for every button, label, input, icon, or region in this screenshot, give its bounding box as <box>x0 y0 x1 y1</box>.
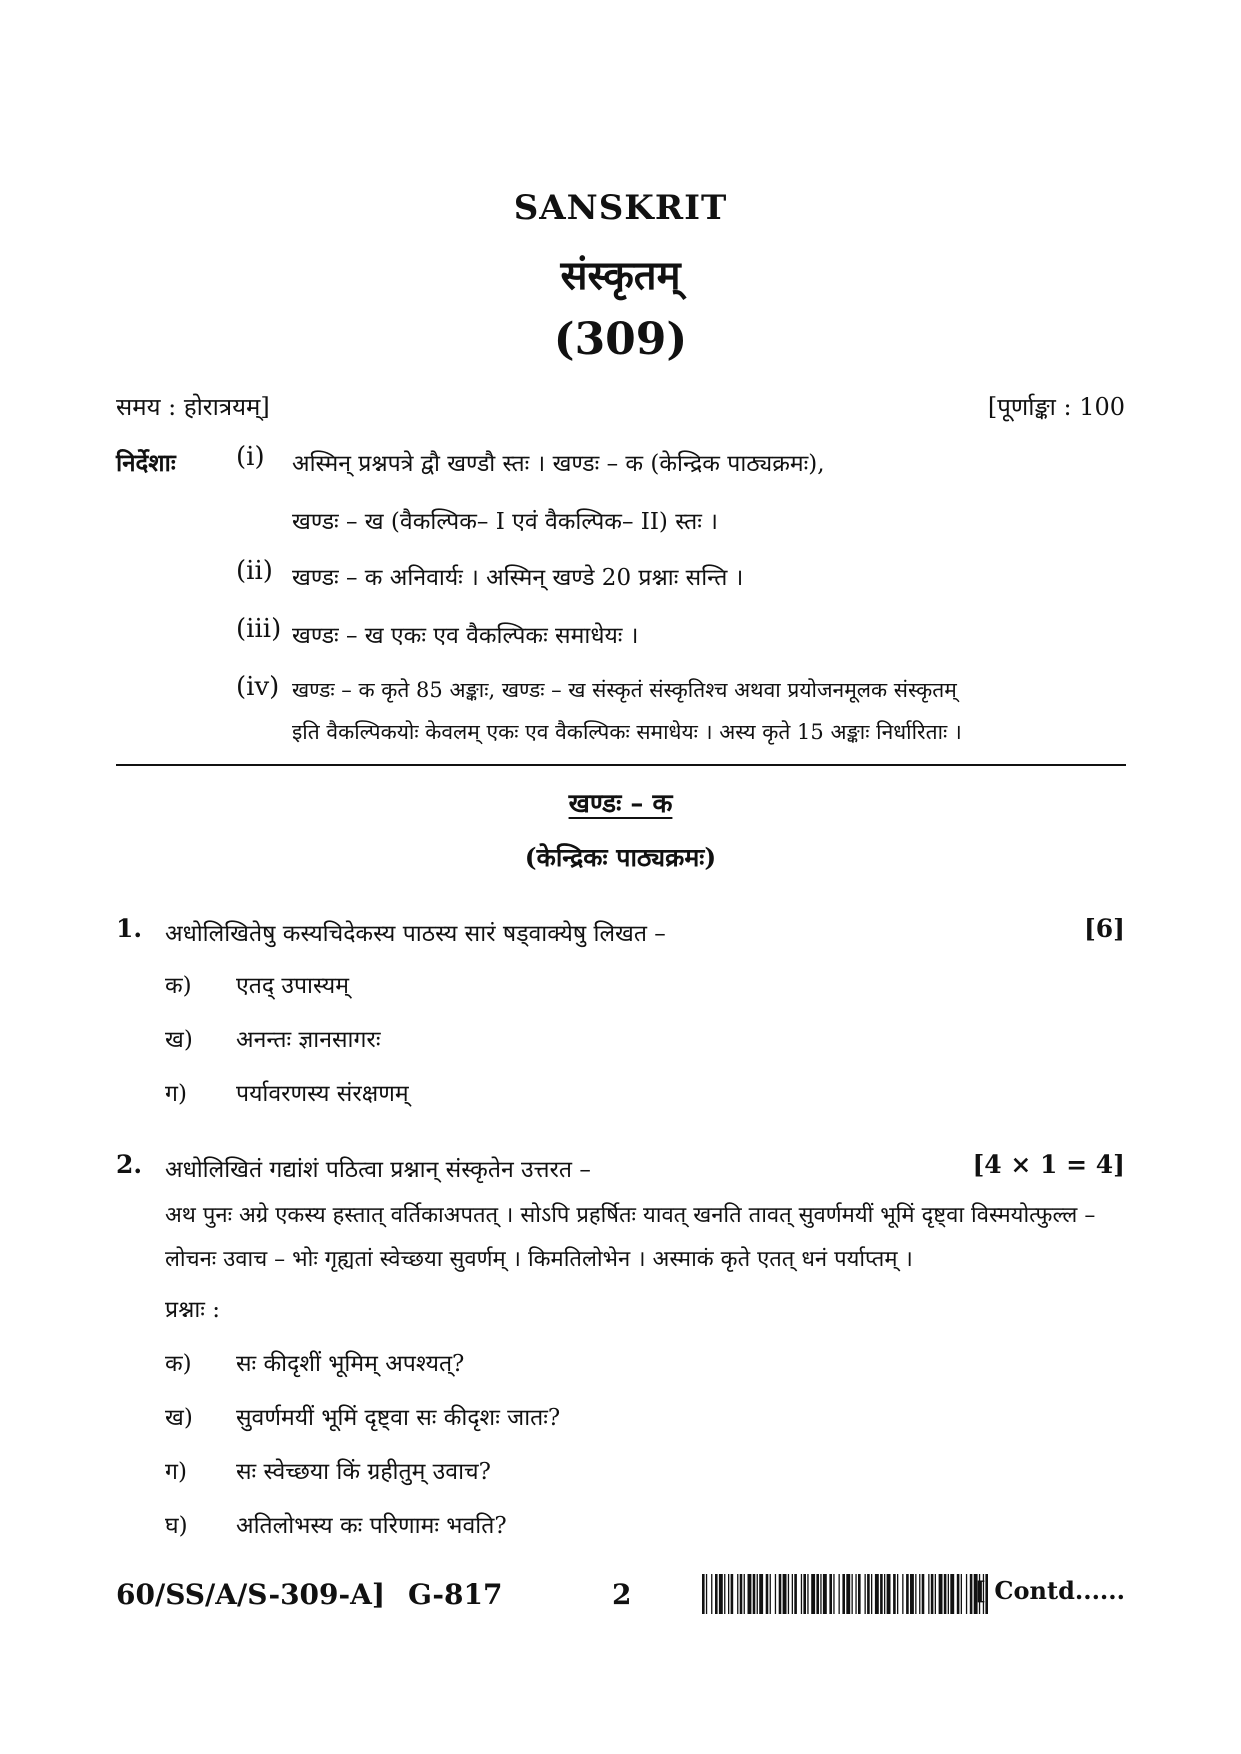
section-subtitle: (केन्द्रिकः पाठ्यक्रमः) <box>524 843 717 872</box>
section-title-text: खण्डः – क <box>568 789 673 819</box>
instruction-text: अस्मिन् प्रश्नपत्रे द्वौ खण्डौ स्तः । खण्डः – क (केन्द्रिक पाठ्यक्रमः), <box>292 451 825 477</box>
section-title <box>0 784 1241 820</box>
question-number: 2. <box>116 1150 143 1179</box>
option-text: सुवर्णमयीं भूमिं दृष्ट्वा सः कीदृशः जातः? <box>236 1405 561 1431</box>
series-code: G-817 <box>408 1578 503 1611</box>
option-text: एतद् उपास्यम् <box>236 973 350 999</box>
question-marks: [6] <box>1083 914 1125 943</box>
option-text: सः स्वेच्छया किं ग्रहीतुम् उवाच? <box>236 1459 491 1485</box>
option-label: ख) <box>165 1027 193 1053</box>
instruction-text: इति वैकल्पिकयोः केवलम् एकः एव वैकल्पिकः समाधेयः । अस्य कृते 15 अङ्काः निर्धारिताः । <box>292 720 962 744</box>
divider <box>116 764 1126 766</box>
option-label: ख) <box>165 1405 193 1431</box>
option-text: पर्यावरणस्य संरक्षणम् <box>236 1081 409 1107</box>
instruction-number: (iii) <box>236 614 282 644</box>
option-text: अतिलोभस्य कः परिणामः भवति? <box>236 1513 507 1539</box>
full-marks: [पूर्णाङ्का : 100 <box>987 393 1125 421</box>
option-label: क) <box>165 1351 192 1377</box>
option-text: अनन्तः ज्ञानसागरः <box>236 1027 381 1053</box>
question-text: अधोलिखितं गद्यांशं पठित्वा प्रश्नान् संस्कृतेन उत्तरत – <box>165 1157 591 1183</box>
instructions-heading: निर्देशाः <box>116 448 176 477</box>
subject-title-english: SANSKRIT <box>513 188 728 228</box>
subject-code: (309) <box>553 314 688 365</box>
option-label: ग) <box>165 1459 187 1485</box>
page-number: 2 <box>612 1578 632 1611</box>
instruction-number: (ii) <box>236 556 273 586</box>
questions-label: प्रश्नाः : <box>165 1297 221 1323</box>
instruction-text: खण्डः – ख (वैकल्पिक– I एवं वैकल्पिक– II) स्तः । <box>292 509 718 535</box>
paper-code: 60/SS/A/S-309-A] <box>116 1578 386 1611</box>
instruction-text: खण्डः – क कृते 85 अङ्काः, खण्डः – ख संस्कृतं संस्कृतिश्च अथवा प्रयोजनमूलक संस्कृतम् <box>292 678 957 702</box>
passage: अथ पुनः अग्रे एकस्य हस्तात् वर्तिकाअपतत् । सोऽपि प्रहर्षितः यावत् खनति तावत् सुवर्णमयीं भूमिं दृष्ट्वा विस्मयोत्फुल्ल – लोचनः उवाच – भोः गृह्यतां स्वेच्छया सुवर्णम् । किमतिलोभेन । अस्माकं कृते एतत् धनं पर्याप्तम् । <box>165 1203 1096 1272</box>
subject-title-sanskrit: संस्कृतम् <box>560 252 681 299</box>
time-allowed: समय : होरात्रयम्] <box>116 393 270 421</box>
instruction-text: खण्डः – ख एकः एव वैकल्पिकः समाधेयः । <box>292 623 639 649</box>
instruction-number: (i) <box>236 442 265 472</box>
instruction-number: (iv) <box>236 672 280 702</box>
option-text: सः कीदृशीं भूमिम् अपश्यत्? <box>236 1351 465 1377</box>
continued-label: [ Contd...... <box>974 1576 1125 1605</box>
option-label: क) <box>165 973 192 999</box>
question-number: 1. <box>116 914 143 943</box>
option-label: घ) <box>165 1513 188 1539</box>
question-text: अधोलिखितेषु कस्यचिदेकस्य पाठस्य सारं षड्वाक्येषु लिखत – <box>165 921 666 947</box>
option-label: ग) <box>165 1081 187 1107</box>
instruction-text: खण्डः – क अनिवार्यः । अस्मिन् खण्डे 20 प्रश्नाः सन्ति । <box>292 565 744 591</box>
barcode-image <box>702 1574 992 1614</box>
question-marks: [4 × 1 = 4] <box>972 1150 1125 1179</box>
